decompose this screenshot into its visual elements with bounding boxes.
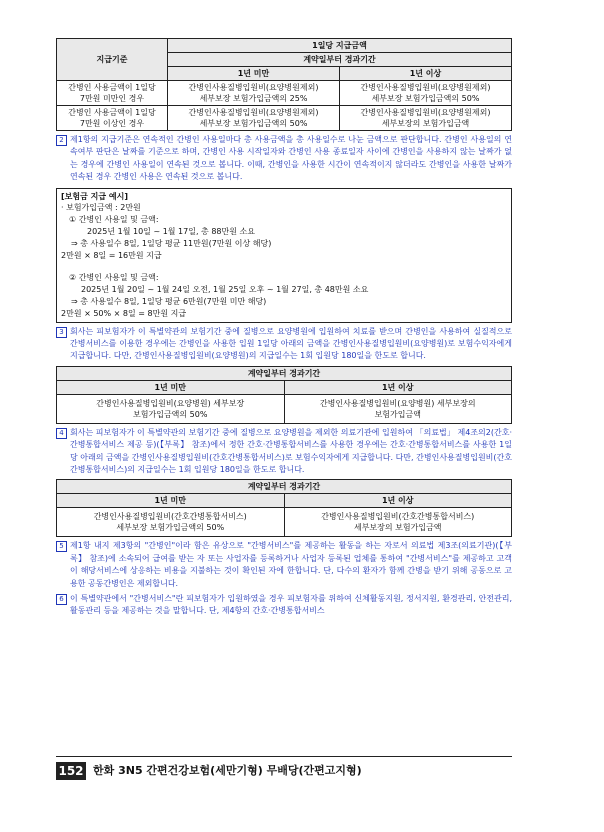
table-cell: 간병인사용질병입원비(간호간병통합서비스) 세부보장의 보험가입금액 (284, 508, 512, 537)
example-line: ⇒ 총 사용일수 8일, 1일당 평균 11만원(7만원 이상 해당) (71, 238, 272, 248)
nursing-hospital-table (56, 366, 512, 424)
example-spacer (61, 261, 507, 272)
clause-text: 이 특별약관에서 "간병서비스"란 피보험자가 입원하였을 경우 피보험자를 위하여 신체활동지원, 정서지원, 환경관리, 안전관리, 활동관리 등을 제공하는 것을 말합니다. 단, 제4항의 간호·간병통합서비스 (70, 594, 512, 616)
clause-text: 회사는 피보험자가 이 특별약관의 보험기간 중에 질병으로 요양병원에 입원하여 치료를 받으며 간병인을 사용하여 실질적으로 간병서비스를 이용한 경우에는 간병인을 사용한 입원 1일당 아래의 금액을 간병인사용질병입원비(요양병원)로 보험수익자에게 지급합니다. 다만, 간병인사용질병입원비(요양병원)의 지급일수는 1회 입원당 180일을 한도로 합니다. (70, 326, 512, 361)
clause-5 (56, 540, 512, 590)
example-line: 2만원 × 50% × 8일 = 8만원 지급 (61, 308, 187, 318)
clause-4 (56, 427, 512, 477)
example-line: ① 간병인 사용일 및 금액: (69, 215, 159, 225)
page-number: 152 (56, 762, 86, 780)
clause-text: 제1항 내지 제3항의 "간병인"이라 함은 유상으로 "간병서비스"를 제공하는 활동을 하는 자로서 의료법 제3조(의료기관)(【부록】 참조)에 소속되어 급여를 받는 자 또는 사업자를 등록하거나 사업자 등록된 업체를 통하여 "간병서비스"를 제공하고 고객이 해당서비스에 상응하는 비용을 지불하는 것이 확인된 자에 한합니다. 단, 다수의 환자가 함께 간병을 받기 위해 공동으로 고용한 공동간병인은 제외합니다. (70, 541, 512, 588)
clause-number: 5 (56, 541, 67, 552)
table-row (57, 508, 512, 537)
clause-6 (56, 593, 512, 618)
footer-rule (56, 756, 512, 757)
elapsed-period-header: 계약일부터 경과기간 (57, 480, 512, 494)
footer-title: 한화 3N5 간편건강보험(세만기형) 무배당(간편고지형) (93, 764, 362, 777)
table-cell: 간병인사용질병입원비(요양병원) 세부보장의 보험가입금액 (284, 394, 512, 423)
payment-criteria-table (56, 38, 512, 131)
example-title: [보험금 지급 예시] (61, 191, 128, 201)
under-1y-header: 1년 미만 (168, 67, 340, 81)
table-cell: 간병인 사용금액이 1일당 7만원 이상인 경우 (57, 106, 168, 131)
clause-number: 3 (56, 327, 67, 338)
clause-number: 2 (56, 135, 67, 146)
under-1y-header: 1년 미만 (57, 494, 285, 508)
example-line: 2만원 × 8일 = 16만원 지급 (61, 250, 162, 260)
example-line: 2025년 1월 20일 ~ 1월 24일 오전, 1월 25일 오후 ~ 1월 27일, 총 48만원 소요 (81, 285, 369, 295)
table-cell: 간병인사용질병입원비(요양병원제외) 세부보장 보험가입금액의 50% (168, 106, 340, 131)
table-row (57, 394, 512, 423)
example-line: ② 간병인 사용일 및 금액: (69, 273, 159, 283)
table-cell: 간병인 사용금액이 1일당 7만원 미만인 경우 (57, 81, 168, 106)
over-1y-header: 1년 이상 (284, 380, 512, 394)
daily-amount-header: 1일당 지급금액 (168, 39, 512, 53)
clause-number: 6 (56, 594, 67, 605)
table-cell: 간병인사용질병입원비(요양병원제외) 세부보장 보험가입금액의 50% (340, 81, 512, 106)
payment-example-box (56, 188, 512, 323)
elapsed-period-header: 계약일부터 경과기간 (168, 53, 512, 67)
table-cell: 간병인사용질병입원비(요양병원) 세부보장 보험가입금액의 50% (57, 394, 285, 423)
over-1y-header: 1년 이상 (340, 67, 512, 81)
clause-3 (56, 326, 512, 363)
table-row (57, 81, 512, 106)
table-cell: 간병인사용질병입원비(간호간병통합서비스) 세부보장 보험가입금액의 50% (57, 508, 285, 537)
clause-2 (56, 134, 512, 184)
elapsed-period-header: 계약일부터 경과기간 (57, 366, 512, 380)
under-1y-header: 1년 미만 (57, 380, 285, 394)
table-cell: 간병인사용질병입원비(요양병원제외) 세부보장 보험가입금액의 25% (168, 81, 340, 106)
integrated-care-table (56, 479, 512, 537)
table-cell: 간병인사용질병입원비(요양병원제외) 세부보장의 보험가입금액 (340, 106, 512, 131)
clause-text: 회사는 피보험자가 이 특별약관의 보험기간 중에 질병으로 요양병원을 제외한 의료기관에 입원하여 「의료법」 제4조의2(간호·간병통합서비스 제공 등)(【부록】 참조)에서 정한 간호·간병통합서비스를 사용한 경우에는 간호·간병통합서비스를 사용한 1일당 아래의 금액을 간병인사용질병입원비(간호간병통합서비스)로 보험수익자에게 지급합니다. 다만, 간병인사용질병입원비(간호간병통합서비스)의 지급일수는 1회 입원당 180일을 한도로 합니다. (70, 427, 512, 475)
clause-text: 제1항의 지급기준은 연속적인 간병인 사용일마다 총 사용금액을 총 사용일수로 나눈 금액으로 판단합니다. 간병인 사용일의 연속여부 판단은 날짜를 기준으로 하며, 간병인 사용 시작일자와 간병인 사용 종료일자 사이에 간병인을 사용하지 않는 날짜가 없는 경우에 간병인 사용일이 연속된 것으로 봅니다. 이때, 간병인을 사용한 시간이 연속적이지 않더라도 간병인을 사용한 날짜가 연속된 경우 간병인 사용은 연속된 것으로 봅니다. (70, 135, 512, 182)
table-row (57, 106, 512, 131)
criteria-header: 지급기준 (57, 39, 168, 81)
example-line: 2025년 1월 10일 ~ 1월 17일, 총 88만원 소요 (87, 227, 255, 237)
clause-number: 4 (56, 428, 67, 439)
document-page (56, 38, 512, 618)
over-1y-header: 1년 이상 (284, 494, 512, 508)
example-line: ⇒ 총 사용일수 8일, 1일당 평균 6만원(7만원 미만 해당) (71, 297, 267, 306)
example-line: · 보험가입금액 : 2만원 (61, 203, 141, 213)
